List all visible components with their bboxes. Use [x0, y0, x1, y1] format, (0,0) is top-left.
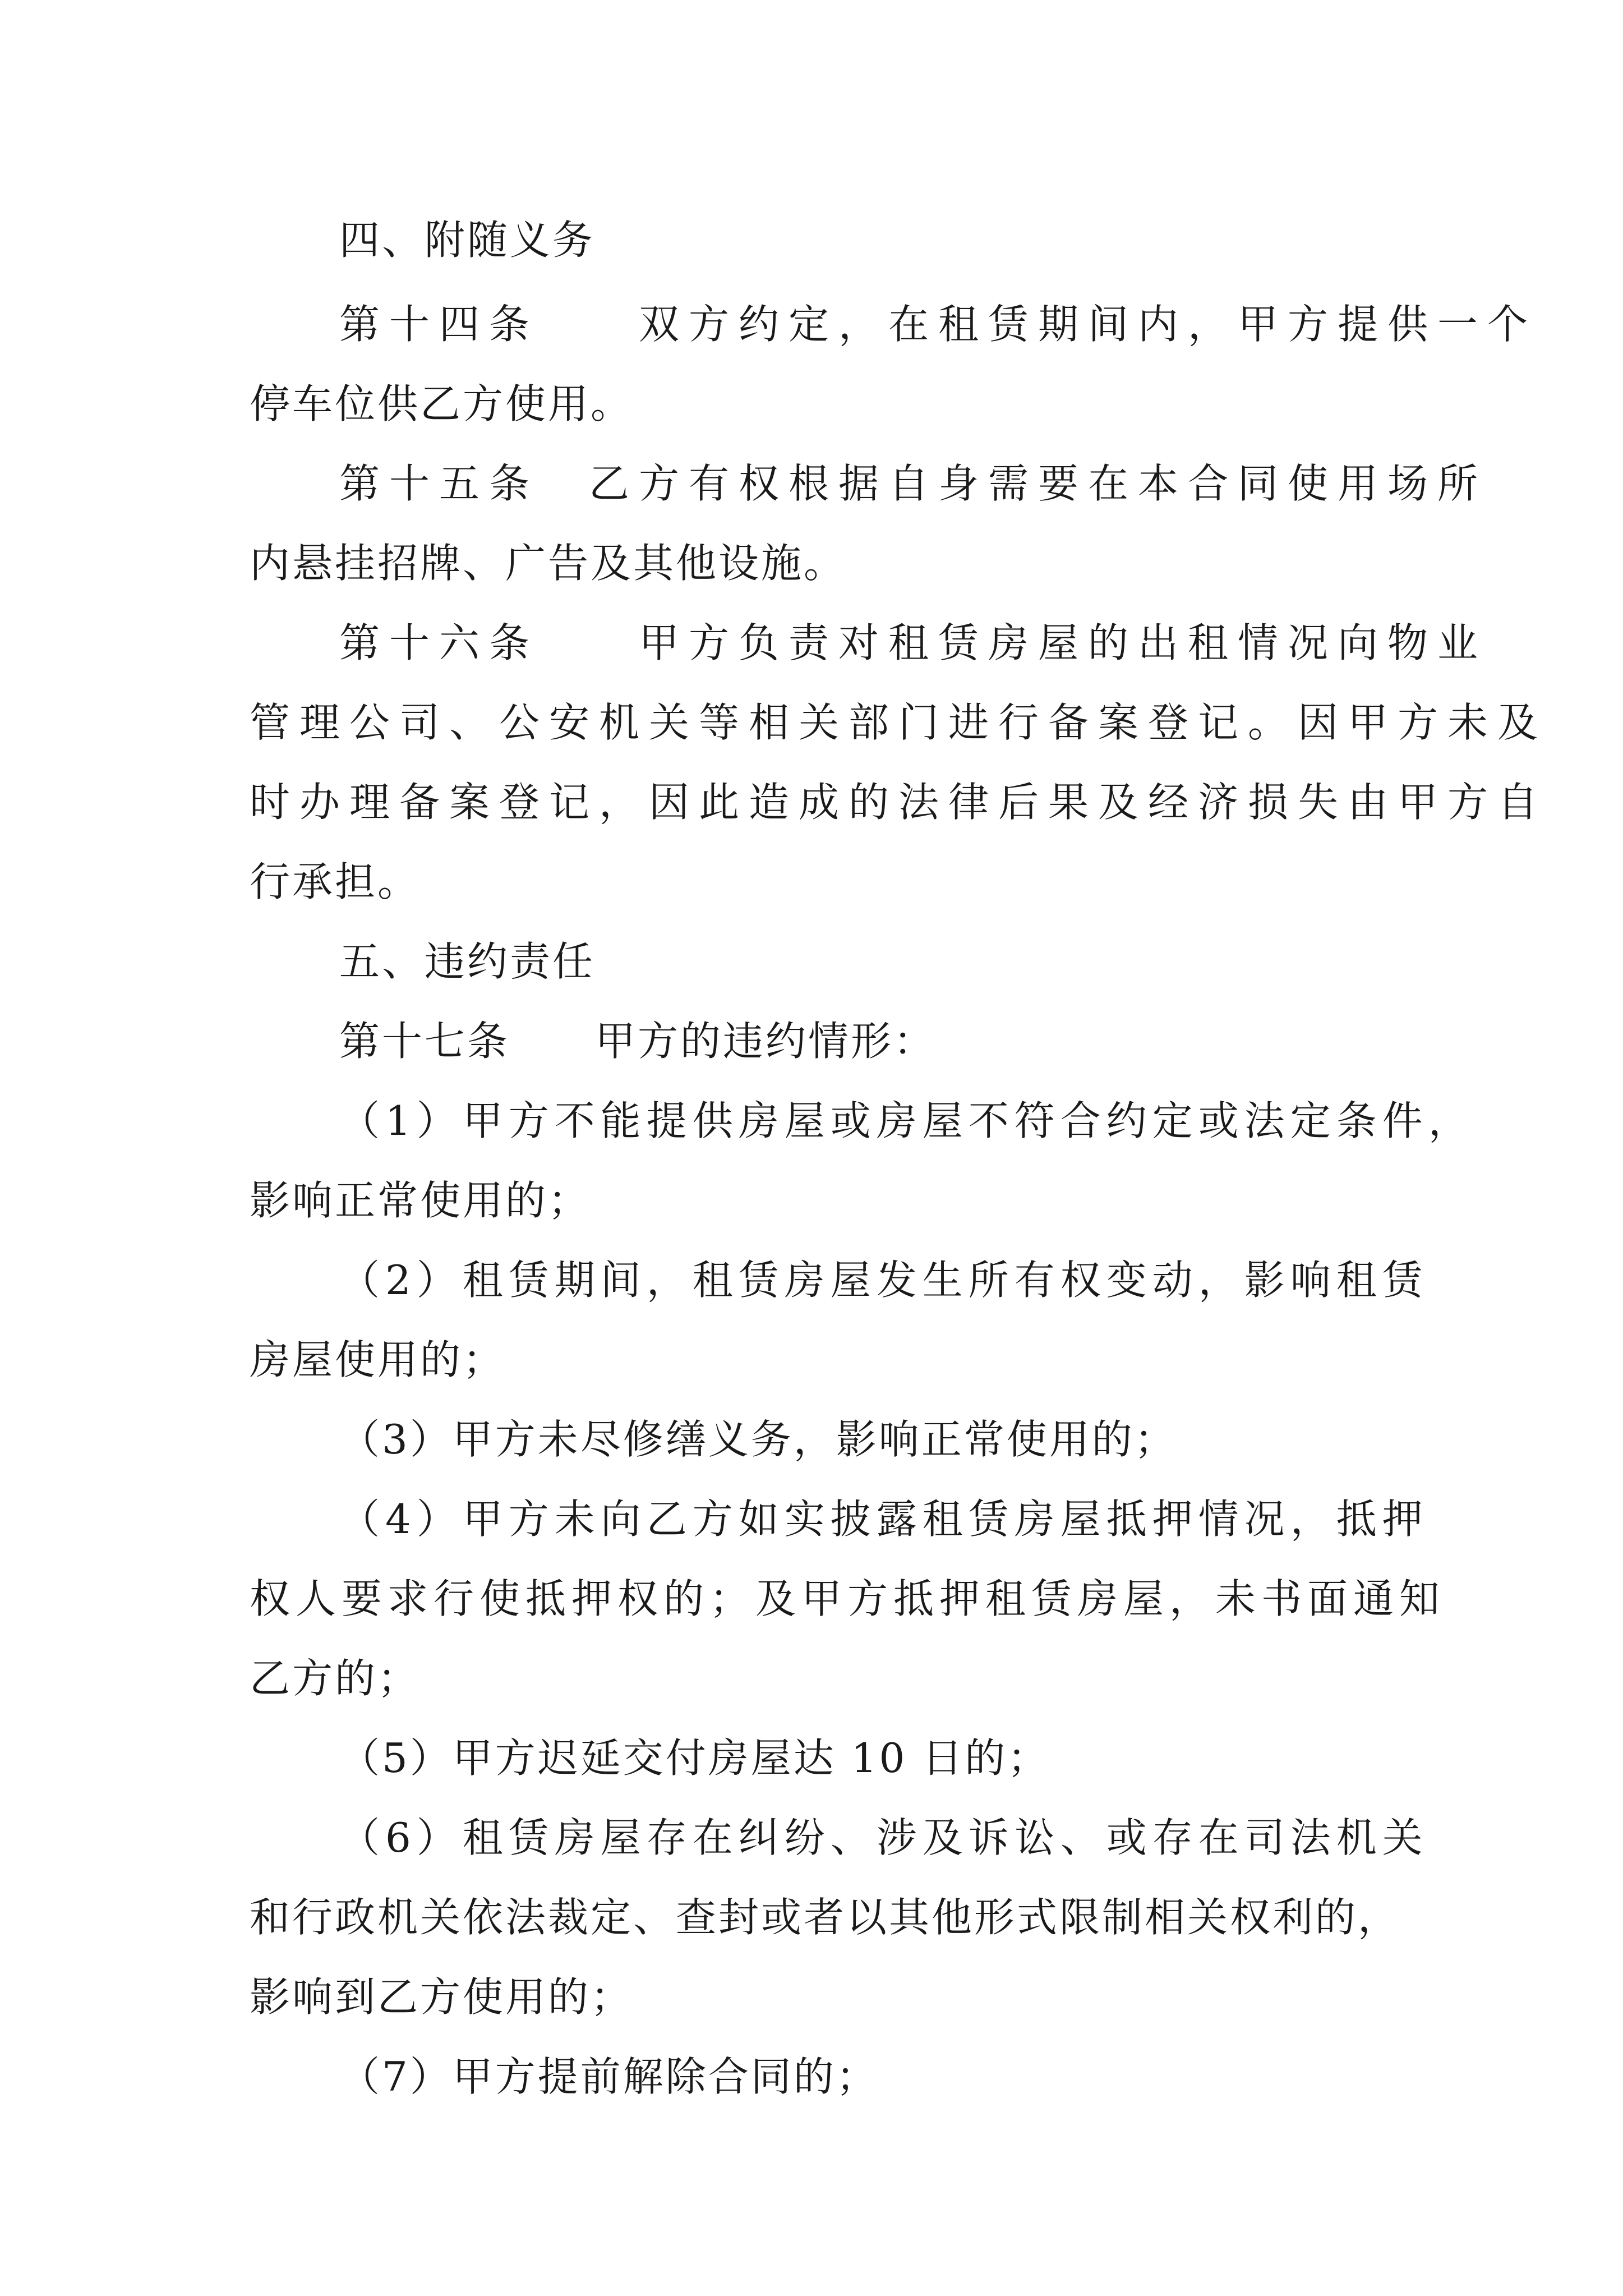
item-6-line-2: 和行政机关依法裁定、查封或者以其他形式限制相关权利的，: [250, 1894, 1401, 1941]
item-3-line-1: （3）甲方未尽修缮义务，影响正常使用的；: [339, 1416, 1177, 1463]
article-16-line-1: 第十六条 甲方负责对租赁房屋的出租情况向物业: [339, 619, 1488, 666]
item-4-line-1: （4）甲方未向乙方如实披露租赁房屋抵押情况，抵押: [339, 1496, 1428, 1543]
article-15-line-1: 第十五条 乙方有权根据自身需要在本合同使用场所: [339, 460, 1488, 507]
item-5-line-1: （5）甲方迟延交付房屋达 10 日的；: [339, 1734, 1050, 1782]
item-6-line-1: （6）租赁房屋存在纠纷、涉及诉讼、或存在司法机关: [339, 1814, 1428, 1861]
article-16-line-3: 时办理备案登记，因此造成的法律后果及经济损失由甲方自: [250, 779, 1548, 826]
item-7-line-1: （7）甲方提前解除合同的；: [339, 2053, 879, 2100]
item-2-line-2: 房屋使用的；: [250, 1336, 506, 1383]
section-heading-5: 五、违约责任: [339, 938, 596, 985]
item-4-line-2: 权人要求行使抵押权的；及甲方抵押租赁房屋，未书面通知: [250, 1575, 1446, 1622]
article-16-line-2: 管理公司、公安机关等相关部门进行备案登记。因甲方未及: [250, 699, 1548, 746]
article-15-line-2: 内悬挂招牌、广告及其他设施。: [250, 540, 847, 587]
item-6-line-3: 影响到乙方使用的；: [250, 1973, 634, 2021]
item-1-line-1: （1）甲方不能提供房屋或房屋不符合约定或法定条件，: [339, 1097, 1474, 1144]
section-heading-4: 四、附随义务: [339, 217, 596, 264]
item-2-line-1: （2）租赁期间，租赁房屋发生所有权变动，影响租赁: [339, 1257, 1428, 1304]
article-14-line-2: 停车位供乙方使用。: [250, 380, 634, 427]
item-1-line-2: 影响正常使用的；: [250, 1177, 591, 1224]
article-16-line-4: 行承担。: [250, 858, 421, 905]
item-4-line-3: 乙方的；: [250, 1655, 421, 1702]
article-17-line-1: 第十七条 甲方的违约情形：: [339, 1018, 937, 1065]
article-14-line-1: 第十四条 双方约定，在租赁期间内，甲方提供一个: [339, 301, 1538, 348]
